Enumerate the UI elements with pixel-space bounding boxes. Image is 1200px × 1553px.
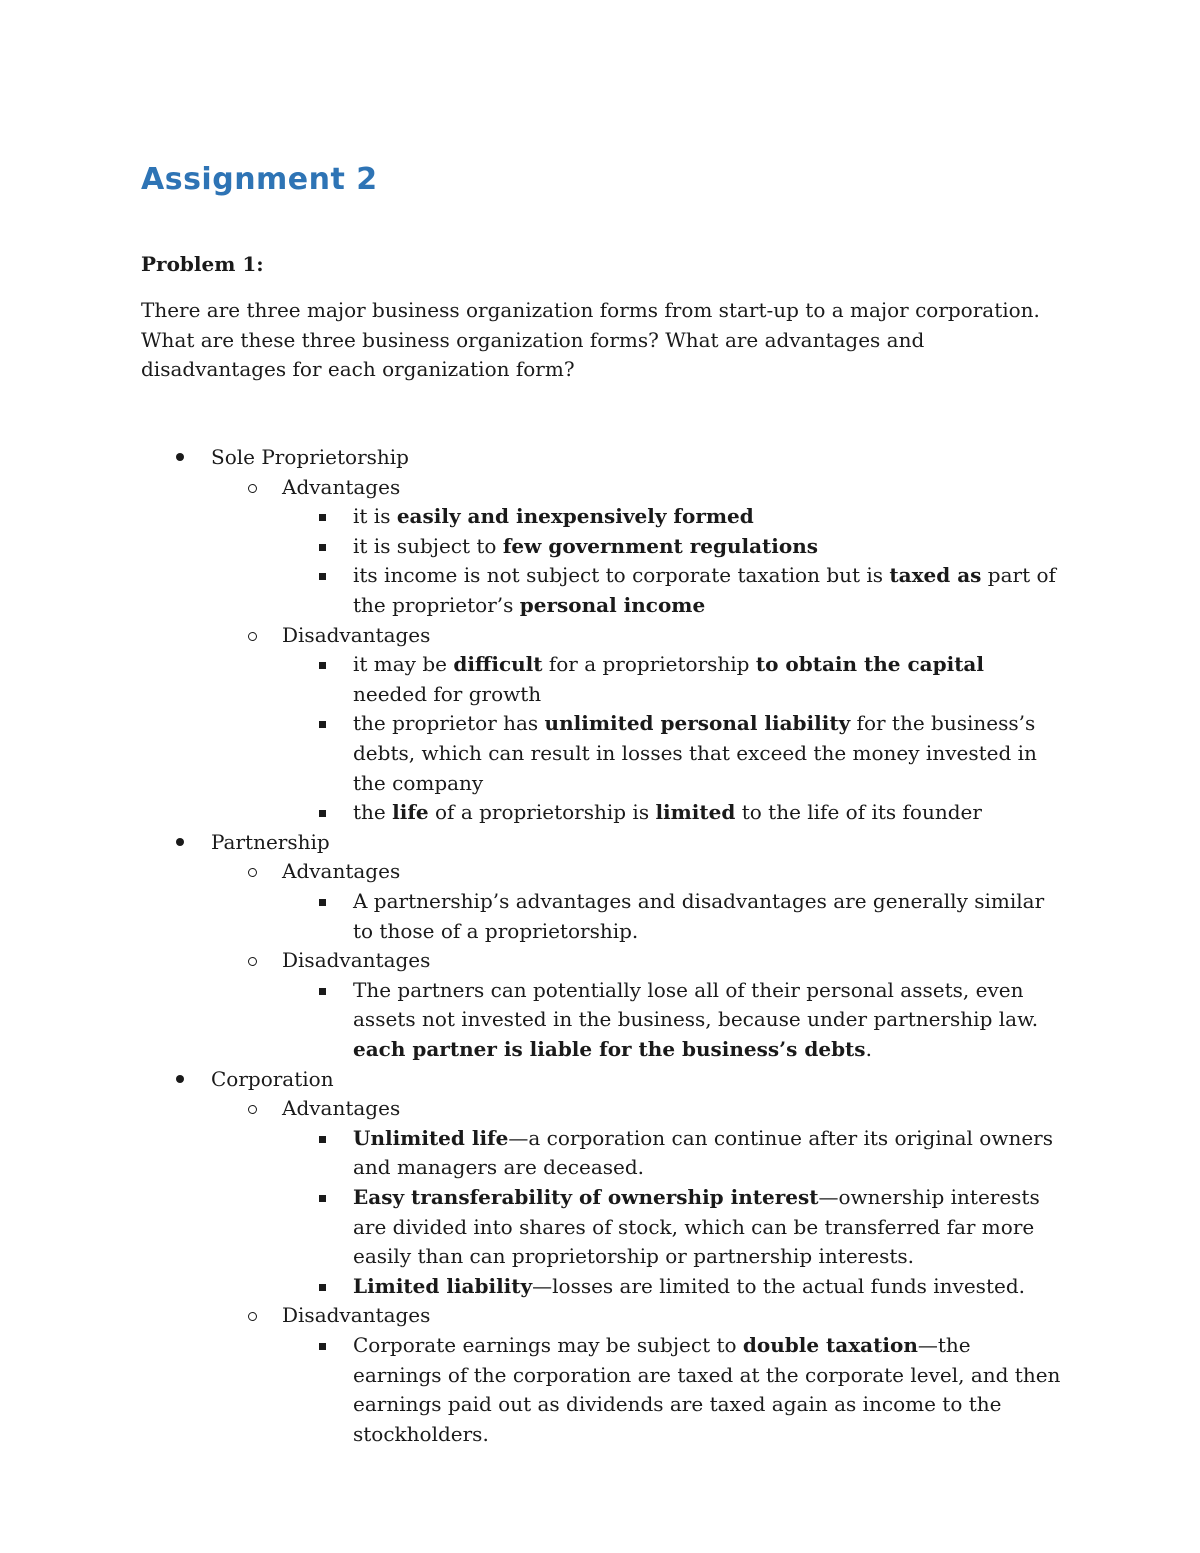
advantages-label: Advantages bbox=[282, 474, 401, 499]
circle-bullet-icon bbox=[248, 868, 257, 877]
text-run: Corporate earnings may be subject to bbox=[353, 1333, 743, 1357]
square-bullet-icon bbox=[319, 1195, 326, 1202]
bullet-icon bbox=[176, 453, 184, 461]
square-bullet-icon bbox=[319, 1343, 326, 1350]
bold-text: difficult bbox=[453, 652, 543, 677]
bold-text: easily and inexpensively formed bbox=[396, 504, 754, 529]
square-bullet-icon bbox=[319, 514, 326, 521]
advantages-label: Advantages bbox=[282, 1096, 401, 1121]
list-item bbox=[353, 887, 1063, 946]
square-bullet-icon bbox=[319, 899, 326, 906]
section-heading: Corporation bbox=[211, 1066, 334, 1091]
bold-text: limited bbox=[655, 800, 736, 825]
disadvantages-label: Disadvantages bbox=[282, 948, 431, 973]
text-run: it may be bbox=[353, 652, 454, 677]
bold-text: to obtain the capital bbox=[755, 652, 984, 677]
bold-text: few government regulations bbox=[502, 533, 819, 558]
bold-text: taxed as bbox=[889, 563, 982, 588]
list-item bbox=[353, 1272, 1063, 1302]
document-title: Assignment 2 bbox=[141, 162, 378, 197]
list-item bbox=[353, 798, 1063, 828]
text-run: its income is not subject to corporate taxation but is bbox=[353, 563, 890, 588]
problem-text: There are three major business organization forms from start-up to a major corporation. What are these three business organization forms? What are advantages and disadvantages for each organization form? bbox=[141, 298, 1040, 382]
square-bullet-icon bbox=[319, 1284, 326, 1291]
list-item bbox=[353, 976, 1063, 1065]
text-run: part of the proprietor’s bbox=[353, 563, 1056, 617]
text-run: for a proprietorship bbox=[542, 652, 756, 677]
bold-text: Easy transferability of ownership interest bbox=[353, 1185, 819, 1209]
section-heading: Partnership bbox=[211, 829, 330, 854]
circle-bullet-icon bbox=[248, 632, 257, 641]
text-run: it is subject to bbox=[353, 533, 503, 558]
disadvantages-label: Disadvantages bbox=[282, 622, 431, 647]
text-run: The partners can potentially lose all of their personal assets, even assets not invested in the business, because under partnership law. bbox=[353, 977, 1039, 1032]
bold-text: life bbox=[392, 800, 429, 825]
list-item bbox=[353, 1183, 1063, 1272]
text-run: the bbox=[353, 800, 393, 825]
text-run: . bbox=[865, 1036, 872, 1061]
text-run: needed for growth bbox=[353, 681, 542, 706]
text-run: —losses are limited to the actual funds invested. bbox=[532, 1273, 1025, 1298]
circle-bullet-icon bbox=[248, 484, 257, 493]
list-item bbox=[353, 1331, 1063, 1449]
text-run: the proprietor has bbox=[353, 711, 545, 736]
advantages-label: Advantages bbox=[282, 859, 401, 884]
section-heading: Sole Proprietorship bbox=[211, 445, 409, 469]
bold-text: unlimited personal liability bbox=[544, 711, 851, 736]
list-item bbox=[353, 561, 1063, 620]
bold-text: Unlimited life bbox=[353, 1125, 509, 1150]
bold-text: each partner is liable for the business’s debts bbox=[353, 1036, 866, 1061]
bold-text: double taxation bbox=[742, 1333, 918, 1357]
square-bullet-icon bbox=[319, 1136, 326, 1143]
problem-heading: Problem 1: bbox=[141, 252, 264, 276]
circle-bullet-icon bbox=[248, 1105, 257, 1114]
text-run: —a corporation can continue after its original owners and managers are deceased. bbox=[353, 1125, 1054, 1180]
text-run: to the life of its founder bbox=[735, 800, 982, 825]
text-run: of a proprietorship is bbox=[428, 800, 656, 825]
bold-text: Limited liability bbox=[353, 1273, 533, 1298]
square-bullet-icon bbox=[319, 544, 326, 551]
square-bullet-icon bbox=[319, 573, 326, 580]
list-item bbox=[353, 1124, 1063, 1183]
list-item bbox=[353, 650, 1063, 709]
list-item bbox=[353, 502, 1063, 532]
circle-bullet-icon bbox=[248, 1312, 257, 1321]
square-bullet-icon bbox=[319, 662, 326, 669]
text-run: —ownership interests are divided into shares of stock, which can be transferred far more easily than can proprietorship or partnership interests. bbox=[353, 1185, 1040, 1269]
list-item bbox=[353, 709, 1063, 798]
square-bullet-icon bbox=[319, 810, 326, 817]
text-run: A partnership’s advantages and disadvantages are generally similar to those of a proprietorship. bbox=[353, 889, 1045, 943]
bullet-icon bbox=[176, 1075, 184, 1083]
text-run: it is bbox=[353, 504, 397, 529]
square-bullet-icon bbox=[319, 721, 326, 728]
bold-text: personal income bbox=[519, 592, 706, 617]
list-item bbox=[353, 532, 1063, 562]
square-bullet-icon bbox=[319, 988, 326, 995]
disadvantages-label: Disadvantages bbox=[282, 1303, 431, 1328]
text-run: for the business’s debts, which can result in losses that exceed the money invested in the company bbox=[353, 711, 1037, 795]
circle-bullet-icon bbox=[248, 957, 257, 966]
text-run: —the earnings of the corporation are taxed at the corporate level, and then earnings paid out as dividends are taxed again as income to the stockholders. bbox=[353, 1333, 1061, 1446]
bullet-icon bbox=[176, 838, 184, 846]
